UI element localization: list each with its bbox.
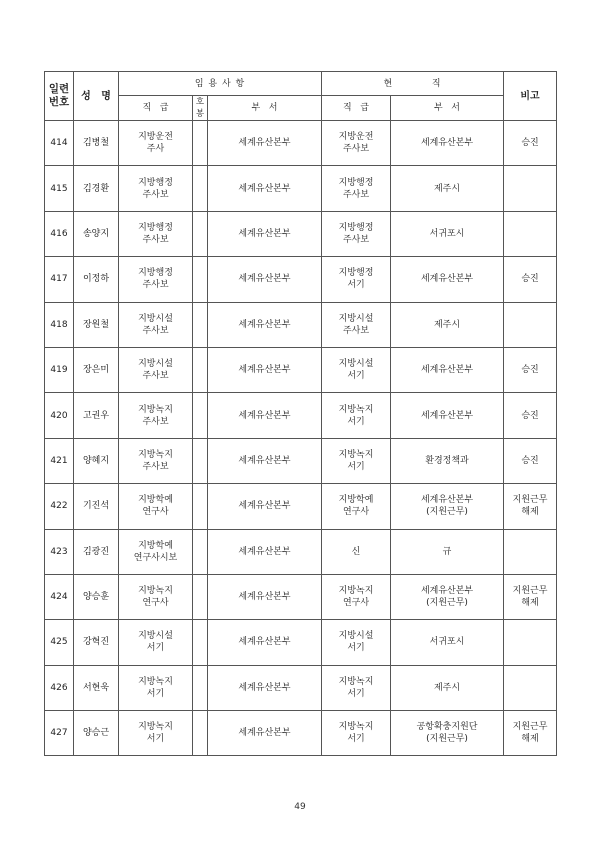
- row-name: 김병철: [74, 121, 119, 166]
- row-step: [193, 620, 208, 665]
- row-current-dept: 공항확충지원단 (지원근무): [391, 711, 504, 756]
- row-step: [193, 665, 208, 710]
- row-rank: 지방학예 연구사: [119, 484, 193, 529]
- row-name: 송양지: [74, 211, 119, 256]
- row-rank: 지방녹지 연구사: [119, 574, 193, 619]
- table-row: [45, 484, 557, 529]
- row-number: 418: [45, 302, 74, 347]
- table-row: [45, 574, 557, 619]
- row-name: 고권우: [74, 393, 119, 438]
- row-name: 강혁진: [74, 620, 119, 665]
- row-step: [193, 574, 208, 619]
- row-note: 승진: [504, 438, 557, 483]
- row-current-rank: 지방시설 서기: [322, 620, 391, 665]
- row-current-rank: 지방학예 연구사: [322, 484, 391, 529]
- row-number: 424: [45, 574, 74, 619]
- row-current-rank: 신: [322, 529, 391, 574]
- table-row: [45, 121, 557, 166]
- row-step: [193, 438, 208, 483]
- table-row: [45, 302, 557, 347]
- row-name: 김경환: [74, 166, 119, 211]
- row-current-rank: 지방시설 주사보: [322, 302, 391, 347]
- row-current-dept: 세계유산본부: [391, 347, 504, 392]
- row-dept: 세계유산본부: [208, 347, 322, 392]
- row-current-rank: 지방녹지 서기: [322, 393, 391, 438]
- row-note: 지원근무 해제: [504, 711, 557, 756]
- table-row: [45, 257, 557, 302]
- row-note: 승진: [504, 393, 557, 438]
- table-row: [45, 347, 557, 392]
- row-name: 양승훈: [74, 574, 119, 619]
- table-header: [45, 72, 557, 121]
- row-dept: 세계유산본부: [208, 484, 322, 529]
- row-current-rank: 지방운전 주사보: [322, 121, 391, 166]
- row-current-rank: 지방녹지 서기: [322, 438, 391, 483]
- row-dept: 세계유산본부: [208, 121, 322, 166]
- page-number: 49: [294, 802, 306, 812]
- row-note: 지원근무 해제: [504, 484, 557, 529]
- row-dept: 세계유산본부: [208, 166, 322, 211]
- row-current-rank: 지방행정 서기: [322, 257, 391, 302]
- row-note: [504, 302, 557, 347]
- row-name: 양혜지: [74, 438, 119, 483]
- table-row: [45, 711, 557, 756]
- row-rank: 지방행정 주사보: [119, 257, 193, 302]
- header-dept: 부 서: [208, 96, 322, 121]
- row-step: [193, 257, 208, 302]
- row-note: 승진: [504, 347, 557, 392]
- row-rank: 지방시설 주사보: [119, 302, 193, 347]
- row-step: [193, 529, 208, 574]
- row-name: 장은미: [74, 347, 119, 392]
- header-current: 현 직: [322, 72, 504, 96]
- row-dept: 세계유산본부: [208, 211, 322, 256]
- row-dept: 세계유산본부: [208, 665, 322, 710]
- row-step: [193, 393, 208, 438]
- header-current-rank: 직 급: [322, 96, 391, 121]
- row-dept: 세계유산본부: [208, 438, 322, 483]
- table-row: [45, 438, 557, 483]
- row-dept: 세계유산본부: [208, 393, 322, 438]
- row-dept: 세계유산본부: [208, 257, 322, 302]
- row-number: 417: [45, 257, 74, 302]
- row-dept: 세계유산본부: [208, 574, 322, 619]
- table-row: [45, 665, 557, 710]
- row-number: 414: [45, 121, 74, 166]
- row-current-dept: 제주시: [391, 665, 504, 710]
- row-rank: 지방학예 연구사시보: [119, 529, 193, 574]
- row-step: [193, 347, 208, 392]
- table-row: [45, 620, 557, 665]
- row-step: [193, 211, 208, 256]
- row-current-dept: 서귀포시: [391, 211, 504, 256]
- row-rank: 지방운전 주사: [119, 121, 193, 166]
- row-dept: 세계유산본부: [208, 711, 322, 756]
- row-number: 421: [45, 438, 74, 483]
- table-row: [45, 166, 557, 211]
- row-current-dept: 제주시: [391, 166, 504, 211]
- row-current-dept: 세계유산본부: [391, 393, 504, 438]
- row-step: [193, 711, 208, 756]
- row-note: 승진: [504, 257, 557, 302]
- row-current-rank: 지방녹지 서기: [322, 665, 391, 710]
- row-note: 승진: [504, 121, 557, 166]
- row-current-dept: 서귀포시: [391, 620, 504, 665]
- row-number: 415: [45, 166, 74, 211]
- table-body: [45, 121, 557, 756]
- row-note: [504, 211, 557, 256]
- row-rank: 지방녹지 서기: [119, 665, 193, 710]
- row-dept: 세계유산본부: [208, 302, 322, 347]
- row-current-dept: 세계유산본부 (지원근무): [391, 484, 504, 529]
- row-name: 기진석: [74, 484, 119, 529]
- row-number: 420: [45, 393, 74, 438]
- row-current-dept: 세계유산본부: [391, 257, 504, 302]
- table-row: [45, 211, 557, 256]
- row-number: 426: [45, 665, 74, 710]
- row-number: 425: [45, 620, 74, 665]
- row-number: 419: [45, 347, 74, 392]
- row-current-dept: 규: [391, 529, 504, 574]
- header-rank: 직 급: [119, 96, 193, 121]
- row-step: [193, 302, 208, 347]
- row-note: [504, 166, 557, 211]
- row-step: [193, 121, 208, 166]
- table-row: [45, 529, 557, 574]
- header-note: 비고: [504, 72, 557, 121]
- header-seq: 일련 번호: [45, 72, 74, 121]
- row-rank: 지방행정 주사보: [119, 211, 193, 256]
- row-current-dept: 제주시: [391, 302, 504, 347]
- row-dept: 세계유산본부: [208, 529, 322, 574]
- row-rank: 지방녹지 주사보: [119, 438, 193, 483]
- row-note: [504, 620, 557, 665]
- row-dept: 세계유산본부: [208, 620, 322, 665]
- row-note: [504, 529, 557, 574]
- header-appointment: 임 용 사 항: [119, 72, 322, 96]
- row-current-dept: 환경정책과: [391, 438, 504, 483]
- row-rank: 지방행정 주사보: [119, 166, 193, 211]
- row-rank: 지방시설 서기: [119, 620, 193, 665]
- row-rank: 지방녹지 주사보: [119, 393, 193, 438]
- row-current-dept: 세계유산본부 (지원근무): [391, 574, 504, 619]
- row-step: [193, 484, 208, 529]
- personnel-table: [44, 71, 557, 756]
- row-current-rank: 지방행정 주사보: [322, 211, 391, 256]
- row-rank: 지방녹지 서기: [119, 711, 193, 756]
- row-name: 김광진: [74, 529, 119, 574]
- row-step: [193, 166, 208, 211]
- row-current-dept: 세계유산본부: [391, 121, 504, 166]
- header-name: 성 명: [74, 72, 119, 121]
- row-name: 서현욱: [74, 665, 119, 710]
- row-name: 이정하: [74, 257, 119, 302]
- row-current-rank: 지방녹지 연구사: [322, 574, 391, 619]
- row-note: [504, 665, 557, 710]
- row-number: 416: [45, 211, 74, 256]
- header-step: 호봉: [193, 96, 208, 121]
- table-row: [45, 393, 557, 438]
- row-note: 지원근무 해제: [504, 574, 557, 619]
- row-number: 423: [45, 529, 74, 574]
- row-rank: 지방시설 주사보: [119, 347, 193, 392]
- row-current-rank: 지방시설 서기: [322, 347, 391, 392]
- row-number: 427: [45, 711, 74, 756]
- row-current-rank: 지방행정 주사보: [322, 166, 391, 211]
- row-name: 장원철: [74, 302, 119, 347]
- header-current-dept: 부 서: [391, 96, 504, 121]
- row-number: 422: [45, 484, 74, 529]
- row-name: 양승근: [74, 711, 119, 756]
- row-current-rank: 지방녹지 서기: [322, 711, 391, 756]
